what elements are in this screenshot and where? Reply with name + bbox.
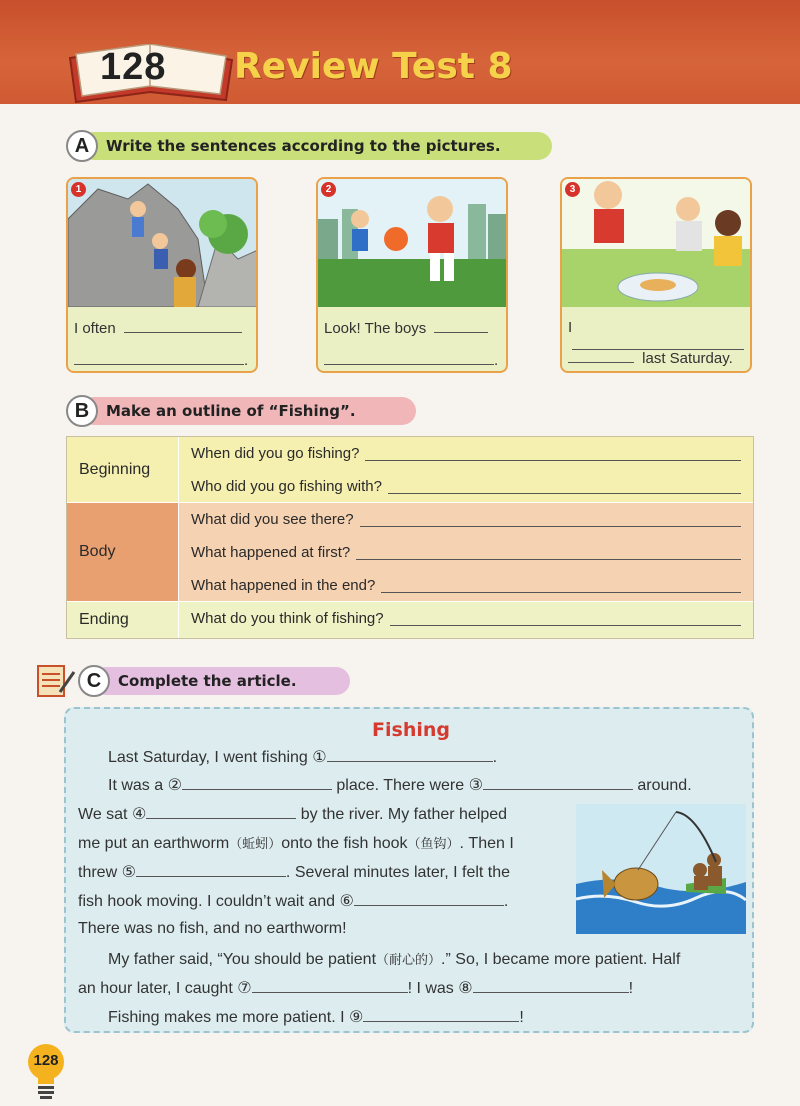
answer-blank[interactable] bbox=[388, 493, 741, 494]
picnic-picture bbox=[562, 179, 752, 307]
section-b-header bbox=[74, 397, 416, 425]
outline-question: What do you think of fishing? bbox=[191, 610, 384, 627]
answer-blank[interactable] bbox=[74, 351, 244, 365]
answer-blank[interactable] bbox=[354, 892, 504, 906]
outline-question: What happened at first? bbox=[191, 544, 351, 561]
article-title: Fishing bbox=[372, 719, 450, 741]
section-c-header bbox=[86, 667, 350, 695]
article-box bbox=[64, 707, 754, 1033]
article-line: My father said, “You should be patient（耐心的）.” So, I became more patient. Half bbox=[108, 951, 681, 968]
outline-question: What did you see there? bbox=[191, 511, 354, 528]
outline-category: Body bbox=[67, 503, 179, 601]
outline-row-beginning bbox=[67, 437, 753, 503]
outline-row-ending bbox=[67, 602, 753, 638]
item-number-1: 1 bbox=[71, 182, 86, 197]
article-line: Fishing makes me more patient. I ⑨ ! bbox=[108, 1007, 524, 1026]
answer-blank[interactable] bbox=[572, 336, 744, 350]
answer-blank[interactable] bbox=[363, 1008, 519, 1022]
answer-blank[interactable] bbox=[146, 805, 296, 819]
football-picture bbox=[318, 179, 508, 307]
outline-table bbox=[66, 436, 754, 639]
answer-blank[interactable] bbox=[327, 748, 493, 762]
outline-question: What happened in the end? bbox=[191, 577, 376, 594]
article-line: threw ⑤ . Several minutes later, I felt the bbox=[78, 862, 511, 881]
article-line: It was a ② place. There were ③ around. bbox=[108, 775, 692, 794]
writing-notepad-icon bbox=[36, 664, 76, 698]
article-line: We sat ④ by the river. My father helped bbox=[78, 804, 508, 823]
outline-row-body bbox=[67, 503, 753, 602]
fishing-picture bbox=[576, 804, 746, 934]
answer-blank[interactable] bbox=[182, 776, 332, 790]
answer-blank[interactable] bbox=[324, 351, 494, 365]
item-2-line2: . bbox=[494, 352, 499, 369]
outline-question: When did you go fishing? bbox=[191, 445, 360, 462]
article-line: There was no fish, and no earthworm! bbox=[78, 920, 347, 937]
picture-card-1 bbox=[66, 177, 258, 373]
item-3-line2: last Saturday. bbox=[642, 350, 733, 367]
section-c-letter: C bbox=[78, 665, 110, 697]
article-line: an hour later, I caught ⑦ ! I was ⑧ ! bbox=[78, 978, 634, 997]
answer-blank[interactable] bbox=[434, 319, 488, 333]
picture-card-3 bbox=[560, 177, 752, 373]
answer-blank[interactable] bbox=[356, 559, 741, 560]
item-2-line1: Look! The boys bbox=[324, 320, 427, 337]
answer-blank[interactable] bbox=[252, 979, 408, 993]
section-a-letter: A bbox=[66, 130, 98, 162]
page-number-heading: 128 bbox=[100, 46, 167, 88]
answer-blank[interactable] bbox=[360, 526, 741, 527]
page-title: Review Test 8 bbox=[234, 46, 513, 87]
picture-card-2 bbox=[316, 177, 508, 373]
answer-blank[interactable] bbox=[473, 979, 629, 993]
item-3-line1: I bbox=[568, 319, 573, 336]
item-1-line1: I often bbox=[74, 320, 116, 337]
answer-blank[interactable] bbox=[124, 319, 242, 333]
answer-blank[interactable] bbox=[381, 592, 741, 593]
outline-category: Beginning bbox=[67, 437, 179, 502]
section-a-instruction: Write the sentences according to the pictures. bbox=[106, 137, 501, 155]
section-b-instruction: Make an outline of “Fishing”. bbox=[106, 402, 356, 420]
section-c-instruction: Complete the article. bbox=[118, 672, 297, 690]
answer-blank[interactable] bbox=[483, 776, 633, 790]
footer-page-number: 128 bbox=[33, 1052, 59, 1069]
outline-question: Who did you go fishing with? bbox=[191, 478, 382, 495]
article-line: Last Saturday, I went fishing ① . bbox=[108, 747, 498, 766]
item-number-3: 3 bbox=[565, 182, 580, 197]
answer-blank[interactable] bbox=[390, 625, 741, 626]
climbing-picture bbox=[68, 179, 258, 307]
section-a-header bbox=[74, 132, 552, 160]
article-line: fish hook moving. I couldn’t wait and ⑥ . bbox=[78, 891, 509, 910]
answer-blank[interactable] bbox=[568, 349, 634, 363]
answer-blank[interactable] bbox=[136, 863, 286, 877]
outline-category: Ending bbox=[67, 602, 179, 638]
item-number-2: 2 bbox=[321, 182, 336, 197]
item-1-line2: . bbox=[244, 352, 249, 369]
answer-blank[interactable] bbox=[365, 460, 741, 461]
article-line: me put an earthworm（蚯蚓）onto the fish hook（鱼钩）. Then I bbox=[78, 835, 514, 852]
section-b-letter: B bbox=[66, 395, 98, 427]
